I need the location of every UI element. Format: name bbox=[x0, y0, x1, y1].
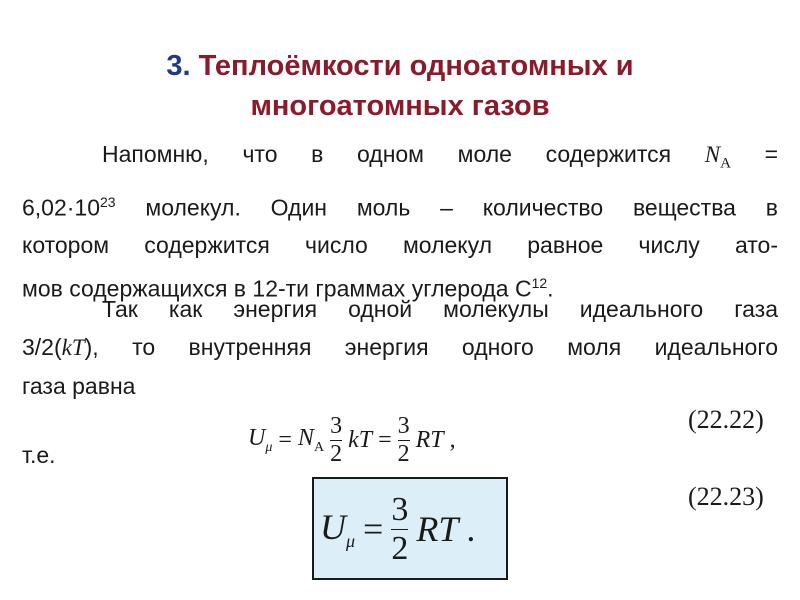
eq2-den: 2 bbox=[391, 529, 409, 567]
p1-line-2-text: молекул. Один моль – количество вещества в bbox=[115, 194, 778, 221]
eq1-mu: μ bbox=[265, 439, 273, 455]
avogadro-value: 6,02·10 bbox=[22, 194, 101, 221]
avogadro-exponent: 23 bbox=[100, 193, 116, 210]
eq2-fraction bbox=[391, 491, 408, 568]
p1-line-4-end: . bbox=[547, 275, 554, 302]
eq1-a-subscript: A bbox=[313, 439, 325, 455]
avogadro-symbol bbox=[704, 142, 731, 172]
eq2-u bbox=[320, 506, 355, 552]
p2-line-1: Так как энергия одной молекулы идеального газа bbox=[102, 296, 778, 322]
eq2-num: 3 bbox=[391, 490, 409, 528]
eq1-n-letter: N bbox=[297, 424, 314, 451]
kt-symbol: kT bbox=[61, 335, 85, 360]
eq2-u-letter: U bbox=[320, 506, 346, 547]
p2-line-2 bbox=[22, 328, 778, 367]
eq1-kt: kT bbox=[348, 426, 373, 453]
carbon-exponent: 12 bbox=[531, 275, 548, 292]
eq1-u bbox=[248, 425, 272, 456]
na-subscript: A bbox=[720, 155, 731, 172]
eq1-comma: , bbox=[449, 426, 456, 453]
title-text-1: Теплоёмкости одноатомных и bbox=[198, 50, 634, 82]
eq1-den-2: 2 bbox=[397, 440, 410, 467]
p1-equals: = bbox=[764, 141, 779, 167]
p2-line-3: газа равна bbox=[22, 373, 136, 399]
eq2-mu: μ bbox=[346, 531, 356, 552]
that-is-label: т.е. bbox=[22, 442, 56, 468]
equation-22-22 bbox=[248, 405, 456, 475]
eq1-fraction-1 bbox=[330, 413, 342, 468]
p1-line-4-text: мов содержащихся в 12-ти граммах углерода C bbox=[22, 275, 532, 302]
eq2-rt: RT bbox=[416, 509, 459, 549]
eq1-na bbox=[298, 425, 324, 456]
p2-line-2-text: ), то внутренняя энергия одного моля идеального bbox=[84, 334, 778, 360]
p1-line-1 bbox=[22, 135, 778, 183]
eq1-u-letter: U bbox=[248, 424, 266, 451]
eq1-fraction-2 bbox=[398, 413, 410, 468]
equation-number-22-23: (22.23) bbox=[688, 482, 764, 511]
equation-number-22-22: (22.22) bbox=[688, 405, 764, 434]
eq1-rt: RT bbox=[415, 426, 444, 453]
eq2-period: . bbox=[466, 509, 476, 549]
na-letter: N bbox=[704, 142, 721, 167]
p1-line-3: котором содержится число молекул равное числу ато- bbox=[22, 232, 778, 259]
eq1-num-1: 3 bbox=[330, 412, 343, 439]
title-line-1 bbox=[0, 46, 800, 86]
p1-line-2 bbox=[22, 183, 778, 227]
eq1-equals-2: = bbox=[378, 426, 392, 453]
eq1-den-1: 2 bbox=[330, 440, 343, 467]
eq1-equals-1: = bbox=[278, 426, 292, 453]
p1-line-1-text: Напомню, что в одном моле содержится bbox=[102, 141, 672, 167]
boxed-equation bbox=[312, 477, 508, 580]
p2-line-2-pre: 3/2( bbox=[22, 334, 62, 360]
eq2-equals: = bbox=[363, 509, 384, 549]
slide-title bbox=[0, 46, 800, 126]
paragraph-1 bbox=[22, 135, 778, 308]
paragraph-2 bbox=[22, 290, 778, 405]
title-line-2: многоатомных газов bbox=[250, 90, 550, 122]
equation-22-23 bbox=[320, 479, 475, 579]
title-number: 3. bbox=[166, 50, 191, 82]
eq1-num-2: 3 bbox=[397, 412, 410, 439]
